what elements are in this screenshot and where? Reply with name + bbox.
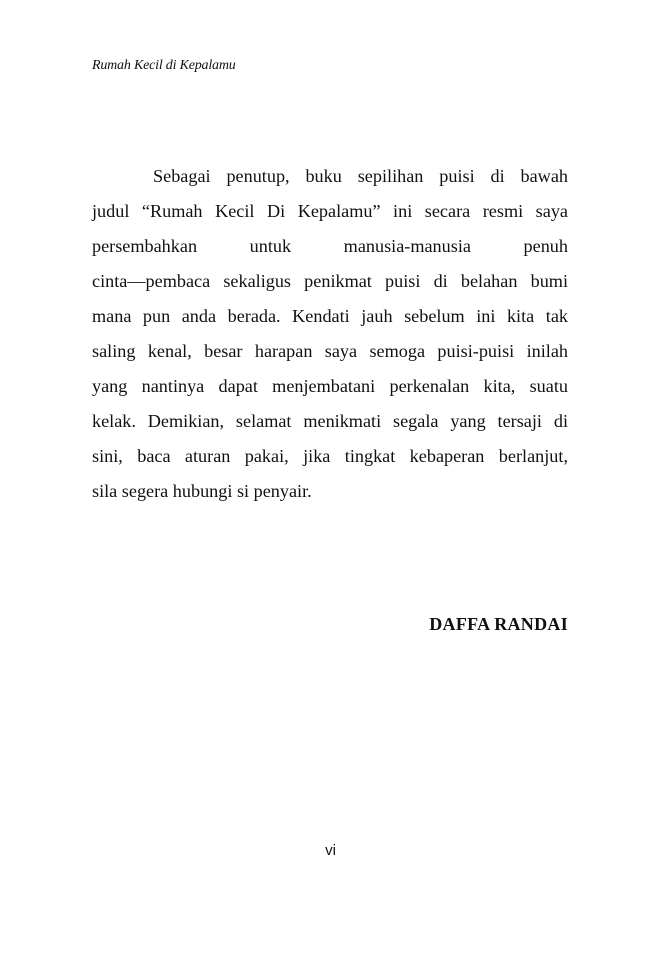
paragraph-line: judul “Rumah Kecil Di Kepalamu” ini secara resmi saya xyxy=(92,201,568,221)
page-number: vi xyxy=(325,842,336,859)
paragraph-line: yang nantinya dapat menjembatani perkenalan kita, suatu xyxy=(92,376,568,396)
paragraph-line: mana pun anda berada. Kendati jauh sebelum ini kita tak xyxy=(92,306,568,326)
author-signature: DAFFA RANDAI xyxy=(429,614,568,634)
paragraph-line: cinta—pembaca sekaligus penikmat puisi di belahan bumi xyxy=(92,271,568,291)
paragraph-line: kelak. Demikian, selamat menikmati segala yang tersaji di xyxy=(92,411,568,431)
paragraph-line: sila segera hubungi si penyair. xyxy=(92,481,312,501)
closing-paragraph xyxy=(92,159,568,509)
paragraph-line: Sebagai penutup, buku sepilihan puisi di bawah xyxy=(153,166,568,186)
paragraph-line: persembahkan untuk manusia-manusia penuh xyxy=(92,236,568,256)
paragraph-line: saling kenal, besar harapan saya semoga puisi-puisi inilah xyxy=(92,341,568,361)
running-header: Rumah Kecil di Kepalamu xyxy=(92,58,236,73)
paragraph-line: sini, baca aturan pakai, jika tingkat kebaperan berlanjut, xyxy=(92,446,568,466)
